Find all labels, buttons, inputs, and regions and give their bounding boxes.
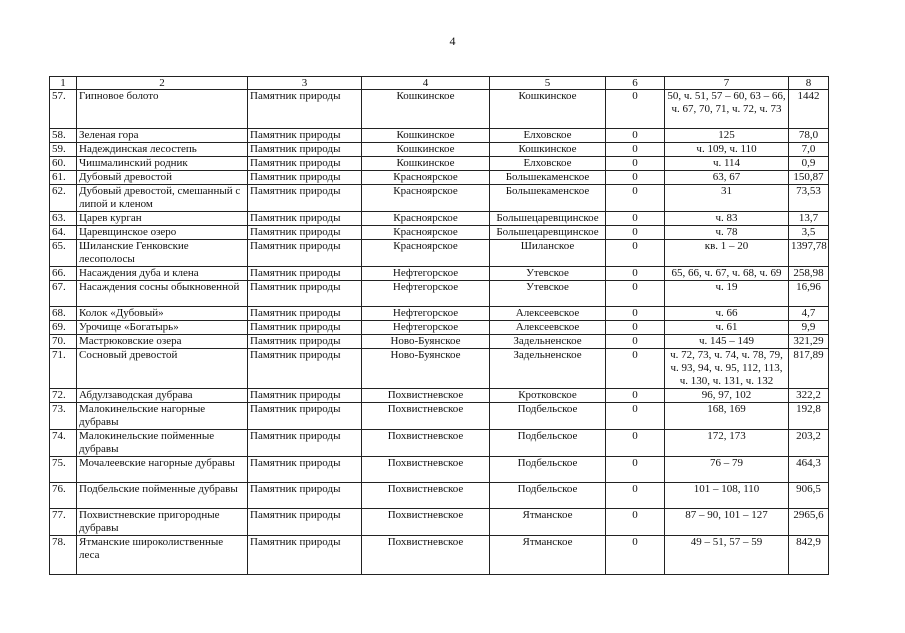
object-name: Малокинельские пойменные дубравы bbox=[77, 430, 248, 457]
column-header: 3 bbox=[248, 77, 362, 90]
object-name: Чишмалинский родник bbox=[77, 157, 248, 171]
object-category: Памятник природы bbox=[248, 226, 362, 240]
table-row bbox=[50, 226, 829, 240]
object-name: Мочалеевские нагорные дубравы bbox=[77, 457, 248, 483]
area-value: 150,87 bbox=[789, 171, 829, 185]
row-number: 60. bbox=[50, 157, 77, 171]
area-value: 78,0 bbox=[789, 129, 829, 143]
row-number: 75. bbox=[50, 457, 77, 483]
row-number: 76. bbox=[50, 483, 77, 509]
object-category: Памятник природы bbox=[248, 349, 362, 389]
forestry: Задельненское bbox=[490, 335, 606, 349]
forestry: Утевское bbox=[490, 281, 606, 307]
district: Красноярское bbox=[362, 226, 490, 240]
column-6-value: 0 bbox=[606, 403, 665, 430]
table-row bbox=[50, 403, 829, 430]
table-row bbox=[50, 267, 829, 281]
table-row bbox=[50, 349, 829, 389]
district: Кошкинское bbox=[362, 90, 490, 129]
column-6-value: 0 bbox=[606, 281, 665, 307]
column-6-value: 0 bbox=[606, 129, 665, 143]
district: Нефтегорское bbox=[362, 267, 490, 281]
object-category: Памятник природы bbox=[248, 403, 362, 430]
forestry: Ятманское bbox=[490, 536, 606, 575]
object-category: Памятник природы bbox=[248, 509, 362, 536]
district: Красноярское bbox=[362, 171, 490, 185]
forestry: Подбельское bbox=[490, 457, 606, 483]
row-number: 73. bbox=[50, 403, 77, 430]
table-row bbox=[50, 281, 829, 307]
area-value: 192,8 bbox=[789, 403, 829, 430]
forest-quarters: 168, 169 bbox=[665, 403, 789, 430]
forest-quarters: ч. 114 bbox=[665, 157, 789, 171]
object-category: Памятник природы bbox=[248, 129, 362, 143]
table-row bbox=[50, 185, 829, 212]
table-row bbox=[50, 321, 829, 335]
area-value: 16,96 bbox=[789, 281, 829, 307]
object-name: Ятманские широколиственные леса bbox=[77, 536, 248, 575]
column-6-value: 0 bbox=[606, 509, 665, 536]
table-row bbox=[50, 143, 829, 157]
forest-quarters: 87 – 90, 101 – 127 bbox=[665, 509, 789, 536]
object-name: Абдулзаводская дубрава bbox=[77, 389, 248, 403]
area-value: 817,89 bbox=[789, 349, 829, 389]
forestry: Подбельское bbox=[490, 430, 606, 457]
object-name: Насаждения дуба и клена bbox=[77, 267, 248, 281]
area-value: 9,9 bbox=[789, 321, 829, 335]
area-value: 1397,78 bbox=[789, 240, 829, 267]
forest-quarters: ч. 66 bbox=[665, 307, 789, 321]
row-number: 58. bbox=[50, 129, 77, 143]
area-value: 906,5 bbox=[789, 483, 829, 509]
area-value: 842,9 bbox=[789, 536, 829, 575]
forest-quarters: 96, 97, 102 bbox=[665, 389, 789, 403]
area-value: 321,29 bbox=[789, 335, 829, 349]
district: Похвистневское bbox=[362, 483, 490, 509]
object-name: Колок «Дубовый» bbox=[77, 307, 248, 321]
area-value: 73,53 bbox=[789, 185, 829, 212]
district: Похвистневское bbox=[362, 457, 490, 483]
object-category: Памятник природы bbox=[248, 240, 362, 267]
forest-quarters: ч. 145 – 149 bbox=[665, 335, 789, 349]
object-name: Шиланские Генковские лесополосы bbox=[77, 240, 248, 267]
column-header: 8 bbox=[789, 77, 829, 90]
column-header: 1 bbox=[50, 77, 77, 90]
area-value: 203,2 bbox=[789, 430, 829, 457]
column-6-value: 0 bbox=[606, 90, 665, 129]
forest-quarters: 63, 67 bbox=[665, 171, 789, 185]
forestry: Кошкинское bbox=[490, 90, 606, 129]
table-row bbox=[50, 307, 829, 321]
row-number: 62. bbox=[50, 185, 77, 212]
column-header: 7 bbox=[665, 77, 789, 90]
forestry: Кошкинское bbox=[490, 143, 606, 157]
column-6-value: 0 bbox=[606, 430, 665, 457]
column-6-value: 0 bbox=[606, 483, 665, 509]
district: Ново-Буянское bbox=[362, 349, 490, 389]
district: Нефтегорское bbox=[362, 321, 490, 335]
district: Кошкинское bbox=[362, 157, 490, 171]
object-name: Дубовый древостой bbox=[77, 171, 248, 185]
object-name: Мастрюковские озера bbox=[77, 335, 248, 349]
area-value: 322,2 bbox=[789, 389, 829, 403]
row-number: 69. bbox=[50, 321, 77, 335]
table-row bbox=[50, 389, 829, 403]
forestry: Елховское bbox=[490, 129, 606, 143]
column-6-value: 0 bbox=[606, 335, 665, 349]
table-row bbox=[50, 240, 829, 267]
column-6-value: 0 bbox=[606, 389, 665, 403]
column-header: 6 bbox=[606, 77, 665, 90]
object-category: Памятник природы bbox=[248, 212, 362, 226]
forestry: Алексеевское bbox=[490, 307, 606, 321]
table-row bbox=[50, 509, 829, 536]
area-value: 3,5 bbox=[789, 226, 829, 240]
district: Похвистневское bbox=[362, 430, 490, 457]
forest-quarters: ч. 109, ч. 110 bbox=[665, 143, 789, 157]
column-6-value: 0 bbox=[606, 321, 665, 335]
forest-quarters: 76 – 79 bbox=[665, 457, 789, 483]
forest-quarters: 31 bbox=[665, 185, 789, 212]
column-6-value: 0 bbox=[606, 143, 665, 157]
object-category: Памятник природы bbox=[248, 267, 362, 281]
district: Похвистневское bbox=[362, 389, 490, 403]
object-category: Памятник природы bbox=[248, 536, 362, 575]
object-category: Памятник природы bbox=[248, 157, 362, 171]
column-6-value: 0 bbox=[606, 349, 665, 389]
area-value: 0,9 bbox=[789, 157, 829, 171]
table-row bbox=[50, 157, 829, 171]
object-category: Памятник природы bbox=[248, 307, 362, 321]
forest-quarters: 49 – 51, 57 – 59 bbox=[665, 536, 789, 575]
forest-quarters: ч. 78 bbox=[665, 226, 789, 240]
page-number: 4 bbox=[449, 34, 456, 48]
column-header: 2 bbox=[77, 77, 248, 90]
forestry: Подбельское bbox=[490, 403, 606, 430]
forest-quarters: ч. 83 bbox=[665, 212, 789, 226]
row-number: 77. bbox=[50, 509, 77, 536]
area-value: 7,0 bbox=[789, 143, 829, 157]
forest-quarters: ч. 72, 73, ч. 74, ч. 78, 79, ч. 93, 94, ч. 95, 112, 113, ч. 130, ч. 131, ч. 132 bbox=[665, 349, 789, 389]
forestry: Алексеевское bbox=[490, 321, 606, 335]
object-category: Памятник природы bbox=[248, 321, 362, 335]
area-value: 13,7 bbox=[789, 212, 829, 226]
forest-quarters: 101 – 108, 110 bbox=[665, 483, 789, 509]
column-6-value: 0 bbox=[606, 157, 665, 171]
forest-quarters: 65, 66, ч. 67, ч. 68, ч. 69 bbox=[665, 267, 789, 281]
object-name: Малокинельские нагорные дубравы bbox=[77, 403, 248, 430]
forest-quarters: 172, 173 bbox=[665, 430, 789, 457]
column-6-value: 0 bbox=[606, 240, 665, 267]
forest-quarters: кв. 1 – 20 bbox=[665, 240, 789, 267]
forest-quarters: 125 bbox=[665, 129, 789, 143]
forestry: Ятманское bbox=[490, 509, 606, 536]
table-body bbox=[50, 90, 829, 575]
table-row bbox=[50, 430, 829, 457]
area-value: 4,7 bbox=[789, 307, 829, 321]
row-number: 63. bbox=[50, 212, 77, 226]
object-category: Памятник природы bbox=[248, 171, 362, 185]
object-name: Гипновое болото bbox=[77, 90, 248, 129]
column-6-value: 0 bbox=[606, 536, 665, 575]
row-number: 66. bbox=[50, 267, 77, 281]
table-row bbox=[50, 171, 829, 185]
object-category: Памятник природы bbox=[248, 185, 362, 212]
column-6-value: 0 bbox=[606, 212, 665, 226]
district: Ново-Буянское bbox=[362, 335, 490, 349]
row-number: 61. bbox=[50, 171, 77, 185]
district: Кошкинское bbox=[362, 143, 490, 157]
object-name: Царевщинское озеро bbox=[77, 226, 248, 240]
forestry: Подбельское bbox=[490, 483, 606, 509]
district: Нефтегорское bbox=[362, 307, 490, 321]
district: Похвистневское bbox=[362, 509, 490, 536]
row-number: 70. bbox=[50, 335, 77, 349]
area-value: 1442 bbox=[789, 90, 829, 129]
table-row bbox=[50, 483, 829, 509]
protected-areas-table bbox=[49, 76, 829, 575]
column-header: 5 bbox=[490, 77, 606, 90]
forest-quarters: ч. 19 bbox=[665, 281, 789, 307]
district: Нефтегорское bbox=[362, 281, 490, 307]
object-category: Памятник природы bbox=[248, 281, 362, 307]
row-number: 78. bbox=[50, 536, 77, 575]
object-category: Памятник природы bbox=[248, 90, 362, 129]
column-header: 4 bbox=[362, 77, 490, 90]
forestry: Большецаревщинское bbox=[490, 226, 606, 240]
district: Красноярское bbox=[362, 185, 490, 212]
object-name: Подбельские пойменные дубравы bbox=[77, 483, 248, 509]
table-row bbox=[50, 212, 829, 226]
district: Похвистневское bbox=[362, 536, 490, 575]
forestry: Большекаменское bbox=[490, 185, 606, 212]
header-row bbox=[50, 77, 829, 90]
column-6-value: 0 bbox=[606, 226, 665, 240]
object-name: Урочище «Богатырь» bbox=[77, 321, 248, 335]
forestry: Задельненское bbox=[490, 349, 606, 389]
column-6-value: 0 bbox=[606, 185, 665, 212]
object-name: Надеждинская лесостепь bbox=[77, 143, 248, 157]
row-number: 59. bbox=[50, 143, 77, 157]
object-name: Зеленая гора bbox=[77, 129, 248, 143]
district: Кошкинское bbox=[362, 129, 490, 143]
table-row bbox=[50, 335, 829, 349]
row-number: 67. bbox=[50, 281, 77, 307]
object-category: Памятник природы bbox=[248, 389, 362, 403]
area-value: 2965,6 bbox=[789, 509, 829, 536]
object-name: Похвистневские пригородные дубравы bbox=[77, 509, 248, 536]
row-number: 71. bbox=[50, 349, 77, 389]
forestry: Кротковское bbox=[490, 389, 606, 403]
row-number: 74. bbox=[50, 430, 77, 457]
forestry: Утевское bbox=[490, 267, 606, 281]
column-6-value: 0 bbox=[606, 267, 665, 281]
object-name: Царев курган bbox=[77, 212, 248, 226]
row-number: 72. bbox=[50, 389, 77, 403]
row-number: 65. bbox=[50, 240, 77, 267]
forest-quarters: 50, ч. 51, 57 – 60, 63 – 66, ч. 67, 70, 71, ч. 72, ч. 73 bbox=[665, 90, 789, 129]
object-name: Насаждения сосны обыкновенной bbox=[77, 281, 248, 307]
area-value: 258,98 bbox=[789, 267, 829, 281]
row-number: 57. bbox=[50, 90, 77, 129]
district: Красноярское bbox=[362, 212, 490, 226]
object-category: Памятник природы bbox=[248, 335, 362, 349]
object-category: Памятник природы bbox=[248, 483, 362, 509]
forestry: Большекаменское bbox=[490, 171, 606, 185]
forestry: Елховское bbox=[490, 157, 606, 171]
forestry: Большецаревщинское bbox=[490, 212, 606, 226]
table-row bbox=[50, 90, 829, 129]
column-6-value: 0 bbox=[606, 307, 665, 321]
column-6-value: 0 bbox=[606, 171, 665, 185]
object-category: Памятник природы bbox=[248, 430, 362, 457]
forest-quarters: ч. 61 bbox=[665, 321, 789, 335]
row-number: 64. bbox=[50, 226, 77, 240]
table-row bbox=[50, 457, 829, 483]
object-category: Памятник природы bbox=[248, 457, 362, 483]
area-value: 464,3 bbox=[789, 457, 829, 483]
table-row bbox=[50, 536, 829, 575]
table-row bbox=[50, 129, 829, 143]
object-name: Сосновый древостой bbox=[77, 349, 248, 389]
forestry: Шиланское bbox=[490, 240, 606, 267]
row-number: 68. bbox=[50, 307, 77, 321]
district: Похвистневское bbox=[362, 403, 490, 430]
object-category: Памятник природы bbox=[248, 143, 362, 157]
district: Красноярское bbox=[362, 240, 490, 267]
column-6-value: 0 bbox=[606, 457, 665, 483]
object-name: Дубовый древостой, смешанный с липой и кленом bbox=[77, 185, 248, 212]
